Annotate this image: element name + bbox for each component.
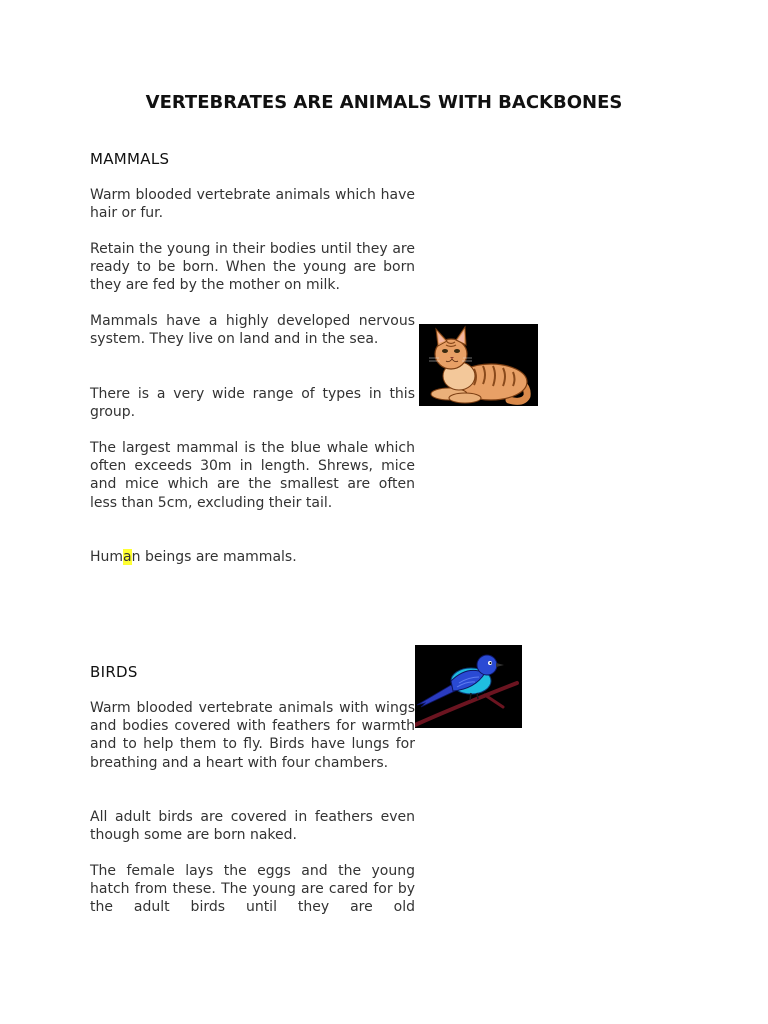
mammals-paragraph-3: Mammals have a highly developed nervous system. They live on land and in the sea.: [90, 313, 415, 348]
conclusion-pre: Hum: [90, 549, 124, 565]
birds-heading: BIRDS: [90, 663, 138, 681]
mammals-paragraph-1: Warm blooded vertebrate animals which have hair or fur.: [90, 187, 415, 222]
birds-paragraph-2: All adult birds are covered in feathers even though some are born naked.: [90, 809, 415, 844]
cat-illustration-icon: [419, 324, 538, 406]
conclusion-post: n beings are mammals.: [131, 549, 297, 565]
birds-paragraph-3: The female lays the eggs and the young hatch from these. The young are cared for by the adult birds until they are old: [90, 863, 415, 916]
mammals-heading: MAMMALS: [90, 150, 170, 168]
mammals-conclusion: [90, 548, 415, 566]
mammals-paragraph-2: Retain the young in their bodies until they are ready to be born. When the young are born they are fed by the mother on milk.: [90, 241, 415, 294]
birds-paragraph-1: Warm blooded vertebrate animals with wings and bodies covered with feathers for warmth and to help them to fly. Birds have lungs for breathing and a heart with four chambers.: [90, 700, 415, 771]
mammals-paragraph-4: There is a very wide range of types in this group.: [90, 386, 415, 421]
bird-image: [415, 645, 522, 728]
mammals-paragraph-5: The largest mammal is the blue whale which often exceeds 30m in length. Shrews, mice and mice which are the smallest are often less than 5cm, excluding their tail.: [90, 440, 415, 511]
highlighted-letter: a: [123, 549, 132, 565]
page-title: VERTEBRATES ARE ANIMALS WITH BACKBONES: [145, 92, 623, 113]
cat-image: [419, 324, 538, 406]
bluebird-illustration-icon: [415, 645, 522, 728]
